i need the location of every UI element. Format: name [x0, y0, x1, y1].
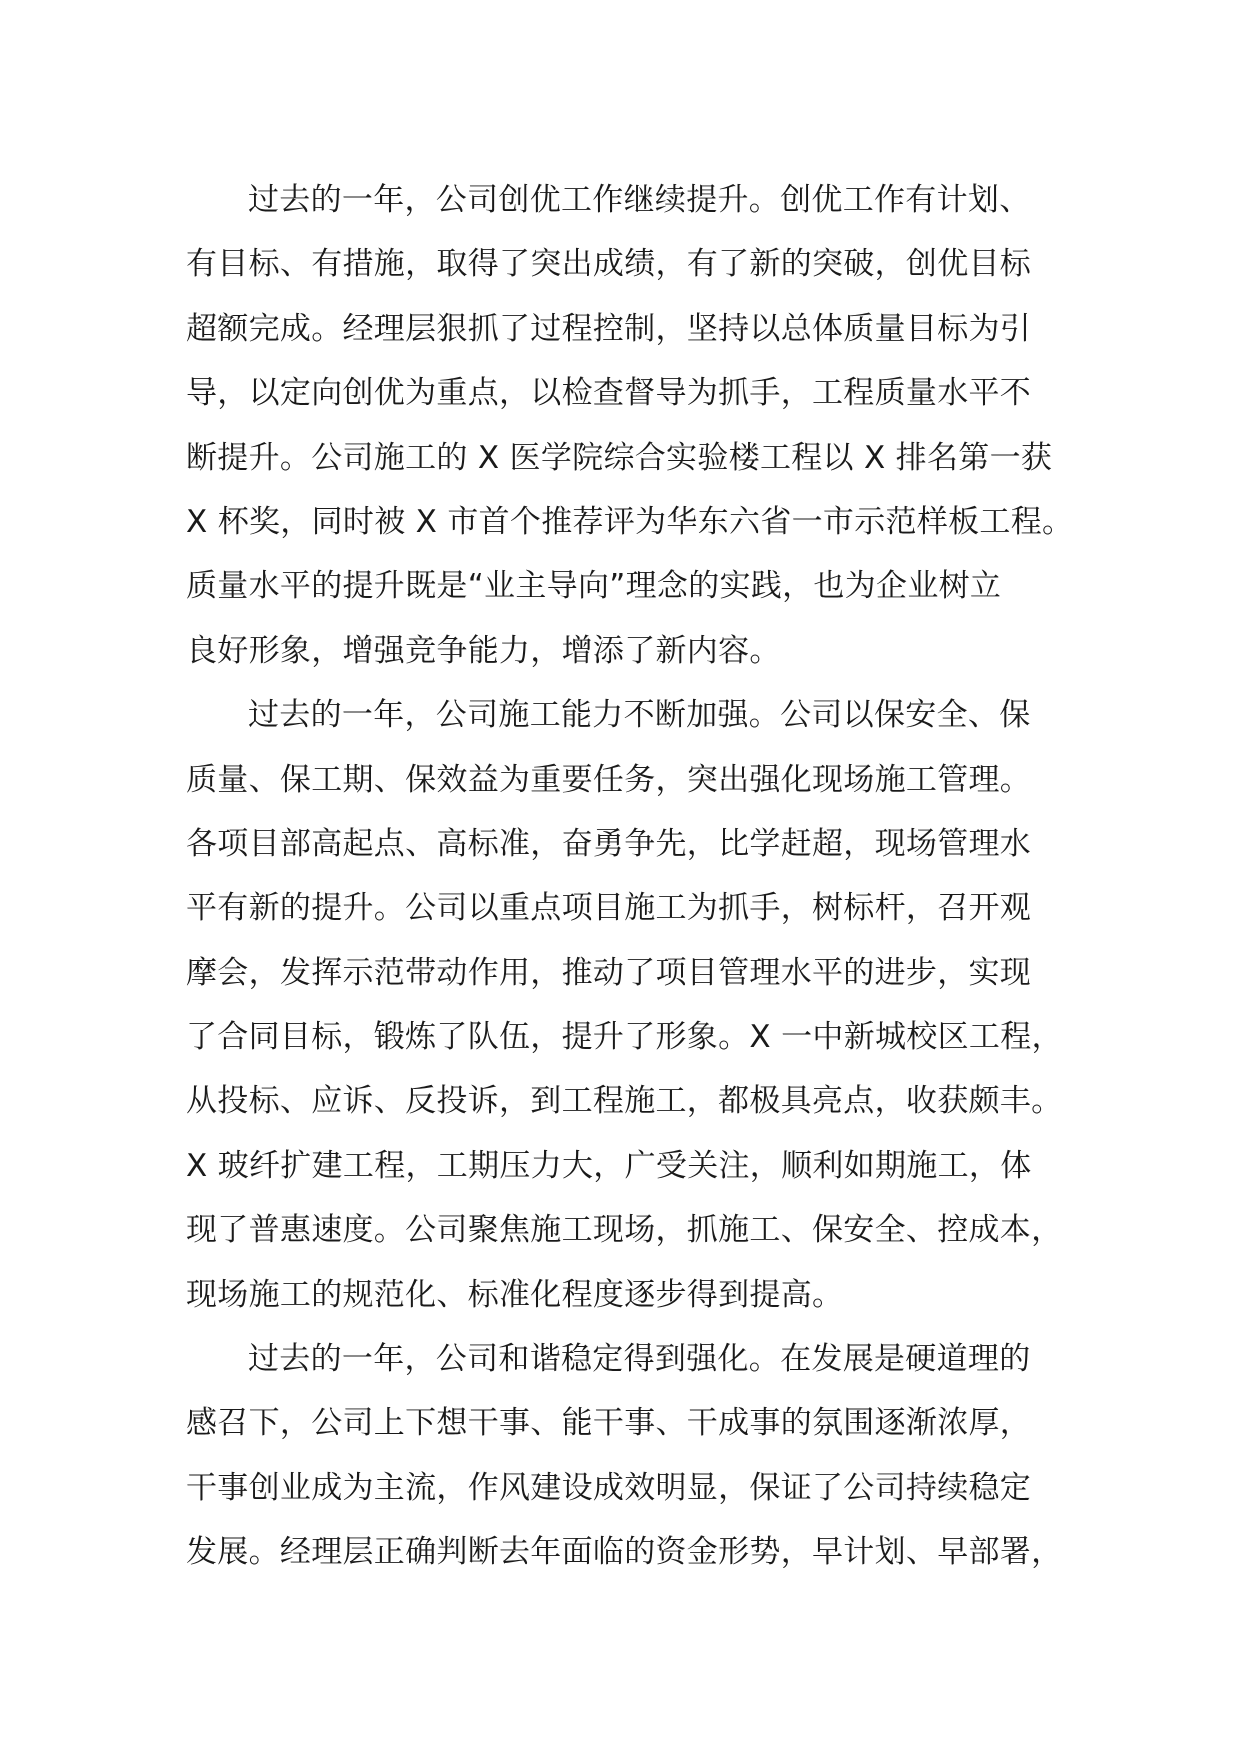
paragraph-line: 超额完成。经理层狠抓了过程控制，坚持以总体质量目标为引 [186, 310, 1032, 347]
paragraph-line: 过去的一年，公司施工能力不断加强。公司以保安全、保 [248, 697, 1031, 734]
paragraph-line: 质量水平的提升既是“业主导向”理念的实践，也为企业树立 [186, 568, 1002, 605]
paragraph-line: X 杯奖，同时被 X 市首个推荐评为华东六省一市示范样板工程。 [186, 503, 1074, 540]
paragraph-line: 有目标、有措施，取得了突出成绩，有了新的突破，创优目标 [186, 246, 1032, 283]
paragraph-line: 导，以定向创优为重点，以检查督导为抓手，工程质量水平不 [186, 375, 1032, 412]
paragraph-line: 过去的一年，公司和谐稳定得到强化。在发展是硬道理的 [248, 1341, 1031, 1378]
paragraph-3 [186, 1327, 1066, 1585]
paragraph-line: 从投标、应诉、反投诉，到工程施工，都极具亮点，收获颇丰。 [186, 1083, 1063, 1120]
paragraph-line: 摩会，发挥示范带动作用，推动了项目管理水平的进步，实现 [186, 954, 1032, 991]
paragraph-line: 良好形象，增强竞争能力，增添了新内容。 [186, 632, 781, 669]
paragraph-line: 发展。经理层正确判断去年面临的资金形势，早计划、早部署， [186, 1534, 1063, 1571]
paragraph-line: 质量、保工期、保效益为重要任务，突出强化现场施工管理。 [186, 761, 1032, 798]
paragraph-line: 过去的一年，公司创优工作继续提升。创优工作有计划、 [248, 182, 1031, 218]
paragraph-2 [186, 683, 1066, 1327]
paragraph-line: 了合同目标，锻炼了队伍，提升了形象。X 一中新城校区工程， [186, 1019, 1063, 1056]
paragraph-line: 断提升。公司施工的 X 医学院综合实验楼工程以 X 排名第一获 [186, 439, 1053, 476]
paragraph-line: 现场施工的规范化、标准化程度逐步得到提高。 [186, 1276, 844, 1313]
document-body [186, 168, 1074, 1585]
paragraph-line: 感召下，公司上下想干事、能干事、干成事的氛围逐渐浓厚， [186, 1405, 1032, 1442]
paragraph-line: 各项目部高起点、高标准，奋勇争先，比学赶超，现场管理水 [186, 825, 1032, 862]
paragraph-line: 现了普惠速度。公司聚焦施工现场，抓施工、保安全、控成本， [186, 1212, 1063, 1249]
paragraph-line: 平有新的提升。公司以重点项目施工为抓手，树标杆，召开观 [186, 890, 1032, 927]
paragraph-1 [186, 168, 1074, 683]
paragraph-line: 干事创业成为主流，作风建设成效明显，保证了公司持续稳定 [186, 1469, 1032, 1506]
paragraph-line: X 玻纤扩建工程，工期压力大，广受关注，顺利如期施工，体 [186, 1147, 1032, 1184]
